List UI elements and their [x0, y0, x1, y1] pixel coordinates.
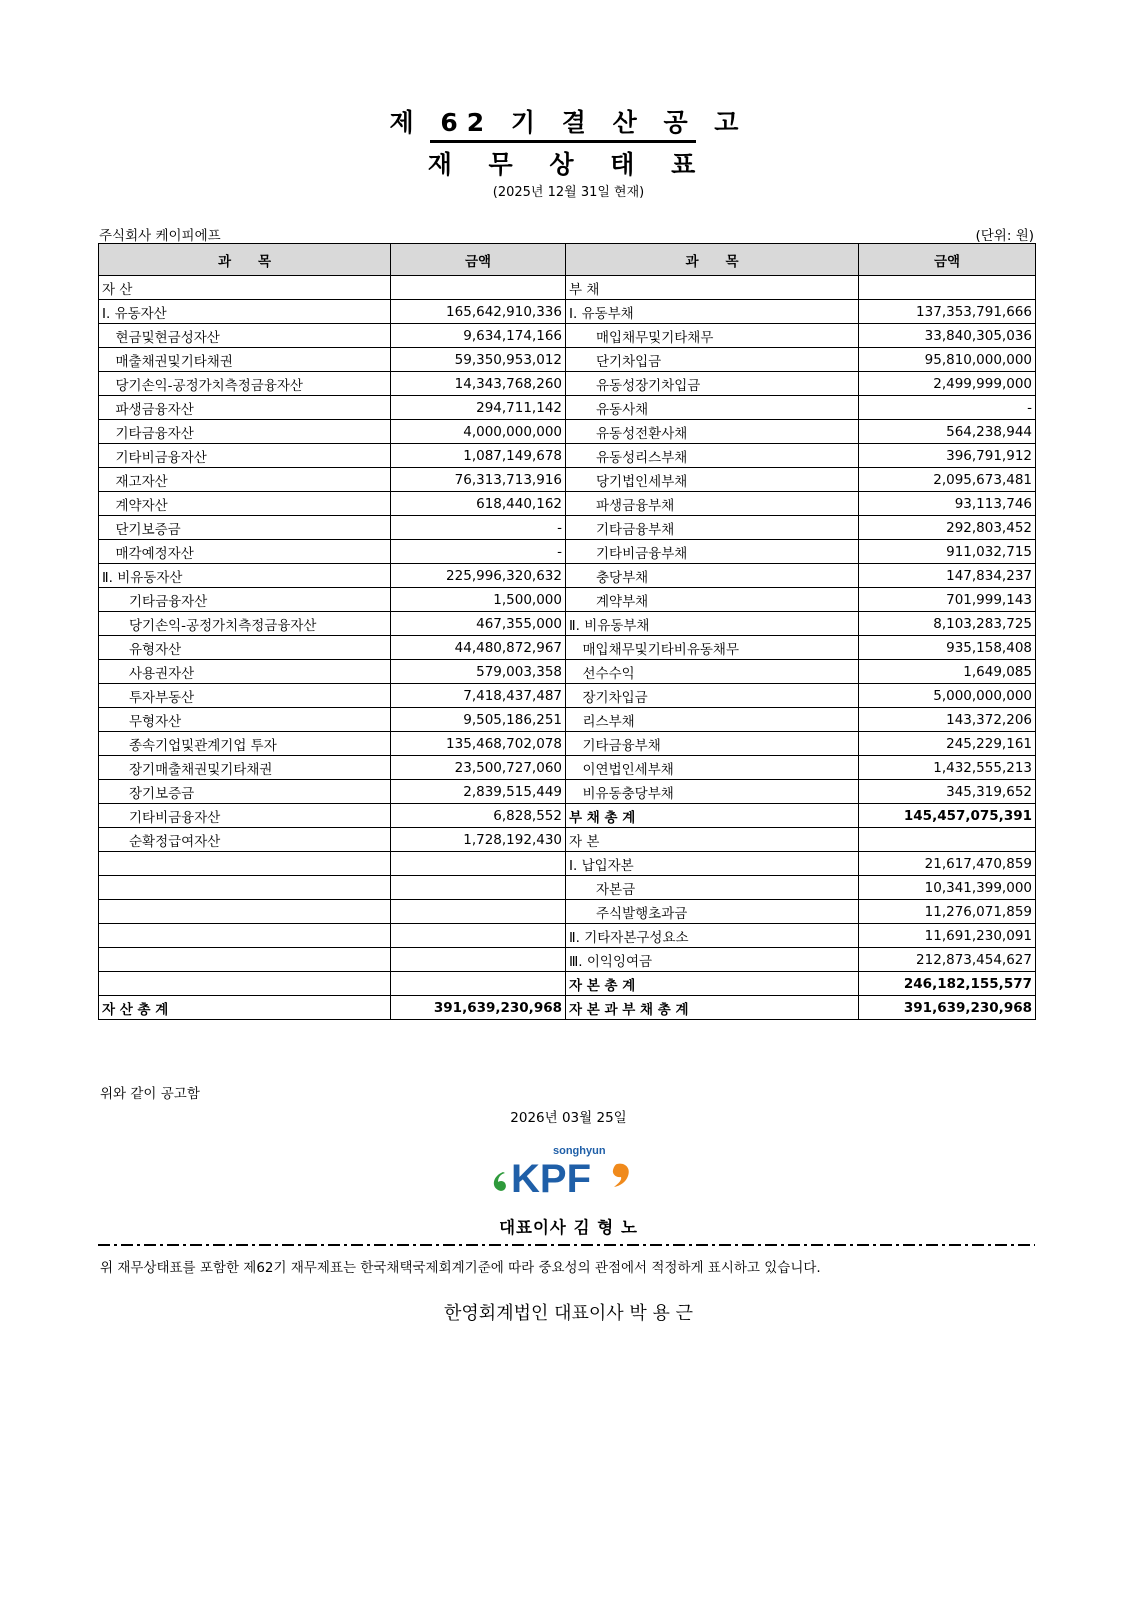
- asset-amount-cell: 23,500,727,060: [391, 756, 566, 780]
- asset-item-cell: 재고자산: [99, 468, 391, 492]
- liability-equity-amount-cell: 2,499,999,000: [859, 372, 1036, 396]
- liability-equity-amount-cell: 33,840,305,036: [859, 324, 1036, 348]
- liability-equity-amount-cell: 10,341,399,000: [859, 876, 1036, 900]
- asset-amount-cell: [391, 948, 566, 972]
- kpf-logo: [489, 1140, 639, 1200]
- asset-item-cell: [99, 972, 391, 996]
- table-row: [99, 420, 1036, 444]
- asset-amount-cell: [391, 876, 566, 900]
- liability-equity-amount-cell: 701,999,143: [859, 588, 1036, 612]
- liability-equity-item-cell: 자 본 과 부 채 총 계: [566, 996, 859, 1020]
- liability-equity-amount-cell: 396,791,912: [859, 444, 1036, 468]
- asset-item-cell: 장기매출채권및기타채권: [99, 756, 391, 780]
- liability-equity-amount-cell: 2,095,673,481: [859, 468, 1036, 492]
- company-name: 주식회사 케이피에프: [99, 228, 221, 244]
- asset-item-cell: 기타비금융자산: [99, 444, 391, 468]
- liability-equity-amount-cell: 93,113,746: [859, 492, 1036, 516]
- asset-item-cell: 현금및현금성자산: [99, 324, 391, 348]
- asset-item-cell: 당기손익-공정가치측정금융자산: [99, 372, 391, 396]
- table-row: [99, 276, 1036, 300]
- asset-amount-cell: [391, 852, 566, 876]
- liability-equity-item-cell: Ⅱ. 비유동부채: [566, 612, 859, 636]
- asset-item-cell: 종속기업및관계기업 투자: [99, 732, 391, 756]
- liability-equity-item-cell: 충당부채: [566, 564, 859, 588]
- table-row: [99, 756, 1036, 780]
- announcement-date: 2026년 03월 25일: [510, 1110, 627, 1126]
- asset-amount-cell: [391, 276, 566, 300]
- asset-amount-cell: 4,000,000,000: [391, 420, 566, 444]
- table-row: [99, 732, 1036, 756]
- as-of-date: (2025년 12월 31일 현재): [492, 185, 645, 200]
- table-row: [99, 588, 1036, 612]
- table-row: [99, 900, 1036, 924]
- asset-amount-cell: 9,505,186,251: [391, 708, 566, 732]
- liability-equity-amount-cell: 11,276,071,859: [859, 900, 1036, 924]
- asset-item-cell: [99, 948, 391, 972]
- table-row: [99, 396, 1036, 420]
- table-row: [99, 468, 1036, 492]
- table-row: [99, 852, 1036, 876]
- asset-item-cell: 사용권자산: [99, 660, 391, 684]
- asset-amount-cell: 2,839,515,449: [391, 780, 566, 804]
- asset-item-cell: [99, 876, 391, 900]
- liability-equity-item-cell: 파생금융부채: [566, 492, 859, 516]
- audit-opinion: 위 재무상태표를 포함한 제62기 재무제표는 한국채택국제회계기준에 따라 중요성의 관점에서 적정하게 표시하고 있습니다.: [100, 1260, 821, 1276]
- asset-item-cell: 계약자산: [99, 492, 391, 516]
- liability-equity-amount-cell: 292,803,452: [859, 516, 1036, 540]
- asset-amount-cell: [391, 900, 566, 924]
- asset-amount-cell: [391, 972, 566, 996]
- liability-equity-item-cell: 선수수익: [566, 660, 859, 684]
- asset-item-cell: 자 산: [99, 276, 391, 300]
- table-row: [99, 996, 1036, 1020]
- asset-item-cell: 기타금융자산: [99, 588, 391, 612]
- balance-sheet-table: [98, 243, 1036, 1020]
- unit-label: (단위: 원): [975, 228, 1034, 244]
- liability-equity-item-cell: 유동성리스부채: [566, 444, 859, 468]
- asset-amount-cell: 1,728,192,430: [391, 828, 566, 852]
- liability-equity-amount-cell: 147,834,237: [859, 564, 1036, 588]
- asset-amount-cell: 59,350,953,012: [391, 348, 566, 372]
- liability-equity-item-cell: 당기법인세부채: [566, 468, 859, 492]
- asset-amount-cell: 165,642,910,336: [391, 300, 566, 324]
- table-row: [99, 348, 1036, 372]
- liability-equity-item-cell: Ⅱ. 기타자본구성요소: [566, 924, 859, 948]
- liability-equity-item-cell: 유동성전환사채: [566, 420, 859, 444]
- col-header-assets-amount: 금액: [391, 244, 566, 276]
- liability-equity-item-cell: 자 본 총 계: [566, 972, 859, 996]
- asset-amount-cell: 76,313,713,916: [391, 468, 566, 492]
- asset-item-cell: 순확정급여자산: [99, 828, 391, 852]
- asset-amount-cell: 1,087,149,678: [391, 444, 566, 468]
- liability-equity-item-cell: 매입채무및기타비유동채무: [566, 636, 859, 660]
- liability-equity-item-cell: 매입채무및기타채무: [566, 324, 859, 348]
- liability-equity-amount-cell: 1,649,085: [859, 660, 1036, 684]
- table-row: [99, 972, 1036, 996]
- asset-amount-cell: 391,639,230,968: [391, 996, 566, 1020]
- table-row: [99, 708, 1036, 732]
- asset-item-cell: 단기보증금: [99, 516, 391, 540]
- table-row: [99, 876, 1036, 900]
- logo-main-text: KPF: [511, 1157, 591, 1200]
- col-header-assets-item: 과 목: [99, 244, 391, 276]
- liability-equity-item-cell: 주식발행초과금: [566, 900, 859, 924]
- liability-equity-amount-cell: 212,873,454,627: [859, 948, 1036, 972]
- liability-equity-amount-cell: 5,000,000,000: [859, 684, 1036, 708]
- liability-equity-item-cell: 기타금융부채: [566, 732, 859, 756]
- asset-amount-cell: 7,418,437,487: [391, 684, 566, 708]
- logo-green-mark-icon: [494, 1172, 506, 1191]
- asset-item-cell: [99, 852, 391, 876]
- asset-amount-cell: -: [391, 540, 566, 564]
- liability-equity-item-cell: 자 본: [566, 828, 859, 852]
- liability-equity-amount-cell: 246,182,155,577: [859, 972, 1036, 996]
- notice-text: 위와 같이 공고함: [100, 1086, 200, 1102]
- asset-amount-cell: 294,711,142: [391, 396, 566, 420]
- asset-item-cell: 파생금융자산: [99, 396, 391, 420]
- logo-orange-mark-icon: [613, 1164, 629, 1187]
- dashed-divider: [98, 1244, 1035, 1246]
- liability-equity-item-cell: Ⅰ. 납입자본: [566, 852, 859, 876]
- liability-equity-item-cell: 유동사채: [566, 396, 859, 420]
- asset-item-cell: [99, 924, 391, 948]
- liability-equity-amount-cell: 145,457,075,391: [859, 804, 1036, 828]
- table-row: [99, 804, 1036, 828]
- asset-item-cell: 무형자산: [99, 708, 391, 732]
- liability-equity-item-cell: 자본금: [566, 876, 859, 900]
- table-header-row: [99, 244, 1036, 276]
- title-underline: [430, 140, 696, 143]
- table-row: [99, 828, 1036, 852]
- liability-equity-item-cell: 기타비금융부채: [566, 540, 859, 564]
- col-header-liab-amount: 금액: [859, 244, 1036, 276]
- asset-item-cell: [99, 900, 391, 924]
- liability-equity-amount-cell: -: [859, 396, 1036, 420]
- asset-amount-cell: 14,343,768,260: [391, 372, 566, 396]
- asset-item-cell: 유형자산: [99, 636, 391, 660]
- liability-equity-amount-cell: 1,432,555,213: [859, 756, 1036, 780]
- asset-amount-cell: 225,996,320,632: [391, 564, 566, 588]
- asset-item-cell: 투자부동산: [99, 684, 391, 708]
- asset-item-cell: 기타금융자산: [99, 420, 391, 444]
- table-row: [99, 780, 1036, 804]
- table-row: [99, 684, 1036, 708]
- table-row: [99, 924, 1036, 948]
- liability-equity-amount-cell: 137,353,791,666: [859, 300, 1036, 324]
- asset-item-cell: Ⅰ. 유동자산: [99, 300, 391, 324]
- liability-equity-item-cell: 유동성장기차입금: [566, 372, 859, 396]
- liability-equity-amount-cell: 564,238,944: [859, 420, 1036, 444]
- table-row: [99, 492, 1036, 516]
- asset-amount-cell: 467,355,000: [391, 612, 566, 636]
- liability-equity-amount-cell: 345,319,652: [859, 780, 1036, 804]
- asset-amount-cell: 618,440,162: [391, 492, 566, 516]
- table-row: [99, 516, 1036, 540]
- logo-small-text: songhyun: [553, 1145, 606, 1157]
- asset-amount-cell: -: [391, 516, 566, 540]
- liability-equity-amount-cell: 935,158,408: [859, 636, 1036, 660]
- table-row: [99, 948, 1036, 972]
- announcement-title: 제 62 기 결 산 공 고: [389, 108, 748, 137]
- table-row: [99, 612, 1036, 636]
- liability-equity-amount-cell: [859, 276, 1036, 300]
- liability-equity-item-cell: 계약부채: [566, 588, 859, 612]
- ceo-signature: 대표이사 김 형 노: [499, 1218, 638, 1237]
- liability-equity-item-cell: 부 채: [566, 276, 859, 300]
- asset-amount-cell: 44,480,872,967: [391, 636, 566, 660]
- table-row: [99, 636, 1036, 660]
- asset-item-cell: 당기손익-공정가치측정금융자산: [99, 612, 391, 636]
- liability-equity-amount-cell: 245,229,161: [859, 732, 1036, 756]
- asset-item-cell: Ⅱ. 비유동자산: [99, 564, 391, 588]
- asset-amount-cell: 1,500,000: [391, 588, 566, 612]
- liability-equity-item-cell: 이연법인세부채: [566, 756, 859, 780]
- liability-equity-item-cell: 부 채 총 계: [566, 804, 859, 828]
- liability-equity-item-cell: 기타금융부채: [566, 516, 859, 540]
- asset-item-cell: 매각예정자산: [99, 540, 391, 564]
- statement-title: 재 무 상 태 표: [427, 150, 710, 179]
- asset-amount-cell: 6,828,552: [391, 804, 566, 828]
- liability-equity-amount-cell: [859, 828, 1036, 852]
- table-row: [99, 444, 1036, 468]
- liability-equity-item-cell: 단기차입금: [566, 348, 859, 372]
- liability-equity-item-cell: 비유동충당부채: [566, 780, 859, 804]
- asset-amount-cell: 579,003,358: [391, 660, 566, 684]
- liability-equity-amount-cell: 21,617,470,859: [859, 852, 1036, 876]
- table-row: [99, 660, 1036, 684]
- liability-equity-amount-cell: 8,103,283,725: [859, 612, 1036, 636]
- asset-item-cell: 매출채권및기타채권: [99, 348, 391, 372]
- col-header-liab-item: 과 목: [566, 244, 859, 276]
- liability-equity-item-cell: Ⅰ. 유동부채: [566, 300, 859, 324]
- liability-equity-amount-cell: 911,032,715: [859, 540, 1036, 564]
- asset-amount-cell: 135,468,702,078: [391, 732, 566, 756]
- liability-equity-amount-cell: 143,372,206: [859, 708, 1036, 732]
- asset-amount-cell: 9,634,174,166: [391, 324, 566, 348]
- table-row: [99, 540, 1036, 564]
- liability-equity-amount-cell: 391,639,230,968: [859, 996, 1036, 1020]
- asset-item-cell: 장기보증금: [99, 780, 391, 804]
- liability-equity-item-cell: 장기차입금: [566, 684, 859, 708]
- table-row: [99, 300, 1036, 324]
- liability-equity-amount-cell: 95,810,000,000: [859, 348, 1036, 372]
- asset-amount-cell: [391, 924, 566, 948]
- asset-item-cell: 자 산 총 계: [99, 996, 391, 1020]
- liability-equity-amount-cell: 11,691,230,091: [859, 924, 1036, 948]
- table-row: [99, 324, 1036, 348]
- table-row: [99, 564, 1036, 588]
- auditor-signature: 한영회계법인 대표이사 박 용 근: [444, 1303, 693, 1324]
- liability-equity-item-cell: 리스부채: [566, 708, 859, 732]
- liability-equity-item-cell: Ⅲ. 이익잉여금: [566, 948, 859, 972]
- table-row: [99, 372, 1036, 396]
- asset-item-cell: 기타비금융자산: [99, 804, 391, 828]
